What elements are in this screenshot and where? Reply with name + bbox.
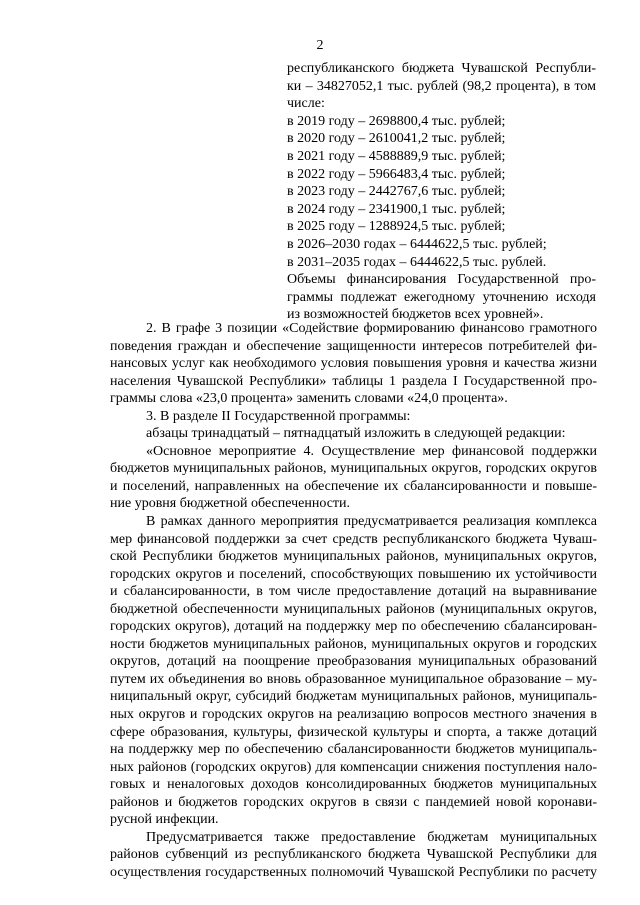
text-line: бюджетов муниципальных районов, муниципальных округов, городских округов: [110, 461, 597, 477]
year-line: в 2026–2030 годах – 6444622,5 тыс. рублей;: [287, 236, 547, 252]
year-line: в 2020 году – 2610041,2 тыс. рублей;: [287, 131, 506, 147]
paragraph-also: [110, 829, 597, 882]
text-line: и сбалансированности, в том числе предоставление дотаций на выравнивание: [110, 584, 597, 600]
text-line: В рамках данного мероприятия предусматривается реализация комплекса: [146, 514, 597, 530]
text-line: абзацы тринадцатый – пятнадцатый изложить в следующей редакции:: [146, 426, 566, 442]
text-line: поведения граждан и обеспечение защищенности интересов потребителей фи-: [110, 338, 597, 354]
text-line: городских округов и поселений, способствующих повышению их устойчивости: [110, 566, 597, 582]
text-line: бюджетной обеспеченности муниципальных районов (муниципальных округов,: [110, 601, 597, 617]
text-line: Предусматривается также предоставление бюджетам муниципальных: [146, 829, 597, 845]
text-line: мер финансовой поддержки за счет средств республиканского бюджета Чуваш-: [110, 531, 597, 547]
paragraph-framework: [110, 513, 597, 829]
text-line: граммы слова «23,0 процента» заменить словами «24,0 процента».: [110, 391, 508, 407]
year-line: в 2022 году – 5966483,4 тыс. рублей;: [287, 166, 506, 182]
text-line: ки – 34827052,1 тыс. рублей (98,2 процента), в том: [287, 78, 596, 94]
text-line: ние уровня бюджетной обеспеченности.: [110, 496, 351, 512]
text-line: сфере образования, культуры, физической культуры и спорта, а также дотаций: [110, 724, 597, 740]
text-line: районов и бюджетов городских округов в связи с пандемией новой коронави-: [110, 794, 597, 810]
year-line: в 2023 году – 2442767,6 тыс. рублей;: [287, 184, 506, 200]
text-line: осуществления государственных полномочий Чувашской Республики по расчету: [110, 864, 597, 880]
text-line: ных округов и городских округов на реализацию вопросов местного значения в: [110, 707, 597, 723]
paragraph-quote: [110, 443, 597, 513]
text-line: и поселений, направленных на обеспечение их сбалансированности и повыше-: [110, 478, 597, 494]
year-line: в 2021 году – 4588889,9 тыс. рублей;: [287, 148, 506, 164]
text-line: ской Республики бюджетов муниципальных районов, муниципальных округов,: [110, 549, 597, 565]
text-line: «Основное мероприятие 4. Осуществление мер финансовой поддержки: [146, 443, 597, 459]
year-line: в 2031–2035 годах – 6444622,5 тыс. рублей.: [287, 254, 547, 270]
text-line: ных районов (городских округов) для компенсации снижения поступления нало-: [110, 759, 597, 775]
year-line: в 2024 году – 2341900,1 тыс. рублей;: [287, 201, 506, 217]
year-line: в 2025 году – 1288924,5 тыс. рублей;: [287, 219, 506, 235]
text-line: из возможностей бюджетов всех уровней».: [287, 307, 544, 323]
funding-summary-block: [287, 60, 596, 324]
text-line: республиканского бюджета Чувашской Республи-: [287, 61, 596, 76]
text-line: 2. В графе 3 позиции «Содействие формированию финансово грамотного: [146, 321, 597, 336]
text-line: 3. В разделе II Государственной программы:: [146, 408, 411, 424]
text-line: городских округов), дотаций на поддержку мер по обеспечению сбалансирован-: [110, 619, 597, 635]
year-line: в 2019 году – 2698800,4 тыс. рублей;: [287, 113, 506, 129]
text-line: числе:: [287, 96, 325, 112]
paragraph-item-3: [110, 408, 597, 426]
text-line: ности бюджетов муниципальных районов, муниципальных округов и городских: [110, 636, 597, 652]
text-line: округов, дотаций на поощрение преобразования муниципальных образований: [110, 654, 597, 670]
paragraph-item-2: [110, 320, 597, 408]
text-line: русной инфекции.: [110, 812, 219, 828]
text-line: Объемы финансирования Государственной про-: [287, 272, 596, 288]
text-line: ниципальный округ, субсидий бюджетам муниципальных районов, муниципаль-: [110, 689, 597, 705]
text-line: населения Чувашской Республики» таблицы 1 раздела I Государственной про-: [110, 373, 597, 389]
text-line: нансовых услуг как необходимого условия повышения уровня и качества жизни: [110, 356, 597, 372]
text-line: на поддержку мер по обеспечению сбалансированности бюджетов муниципаль-: [110, 742, 597, 758]
text-line: граммы подлежат ежегодному уточнению исходя: [287, 289, 596, 305]
page-number: 2: [316, 38, 324, 53]
paragraph-item-3-sub: [110, 425, 597, 443]
main-text: [110, 320, 597, 882]
text-line: путем их объединения во вновь образованное муниципальное образование – му-: [110, 671, 597, 687]
text-line: говых и неналоговых доходов консолидированных бюджетов муниципальных: [110, 777, 597, 793]
text-line: районов субвенций из республиканского бюджета Чувашской Республики для: [110, 847, 597, 863]
